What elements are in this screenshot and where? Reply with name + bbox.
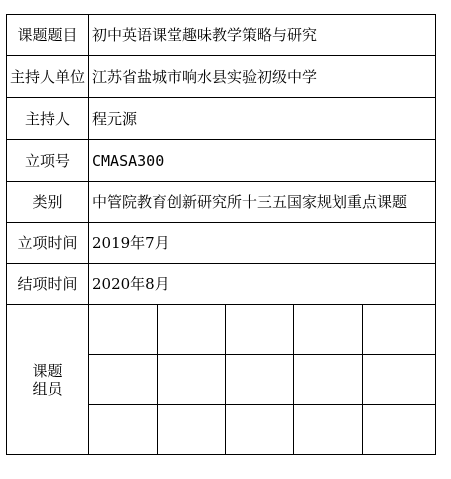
- member-cell: [294, 355, 363, 405]
- member-cell: [89, 305, 158, 355]
- member-cell: [363, 305, 436, 355]
- member-cell: [158, 405, 226, 455]
- member-cell: [158, 305, 226, 355]
- member-cell: [158, 355, 226, 405]
- host-unit-value: 江苏省盐城市响水县实验初级中学: [89, 56, 436, 98]
- member-cell: [226, 355, 294, 405]
- topic-value: 初中英语课堂趣味教学策略与研究: [89, 15, 436, 56]
- row-host-unit: [7, 56, 436, 98]
- member-cell: [294, 305, 363, 355]
- members-label: [7, 305, 89, 455]
- members-row-1: [7, 305, 436, 355]
- member-cell: [226, 405, 294, 455]
- start-time-value: 2019年7月: [89, 223, 436, 264]
- member-cell: [363, 405, 436, 455]
- category-label: 类别: [7, 182, 89, 223]
- member-cell: [89, 355, 158, 405]
- topic-label: 课题题目: [7, 15, 89, 56]
- row-topic: [7, 15, 436, 56]
- member-cell: [294, 405, 363, 455]
- project-number-value: CMASA300: [89, 140, 436, 182]
- row-start-time: [7, 223, 436, 264]
- start-time-label: 立项时间: [7, 223, 89, 264]
- member-cell: [363, 355, 436, 405]
- category-value: 中管院教育创新研究所十三五国家规划重点课题: [89, 182, 436, 223]
- project-number-label: 立项号: [7, 140, 89, 182]
- host-label: 主持人: [7, 98, 89, 140]
- member-cell: [226, 305, 294, 355]
- host-unit-label: 主持人单位: [7, 56, 89, 98]
- end-time-label: 结项时间: [7, 264, 89, 305]
- members-label-line1: 课题: [32, 361, 63, 380]
- end-time-value: 2020年8月: [89, 264, 436, 305]
- project-info-table: [6, 14, 436, 455]
- member-cell: [89, 405, 158, 455]
- row-project-number: [7, 140, 436, 182]
- members-label-line2: 组员: [32, 379, 63, 398]
- row-host: [7, 98, 436, 140]
- row-end-time: [7, 264, 436, 305]
- row-category: [7, 182, 436, 223]
- host-value: 程元源: [89, 98, 436, 140]
